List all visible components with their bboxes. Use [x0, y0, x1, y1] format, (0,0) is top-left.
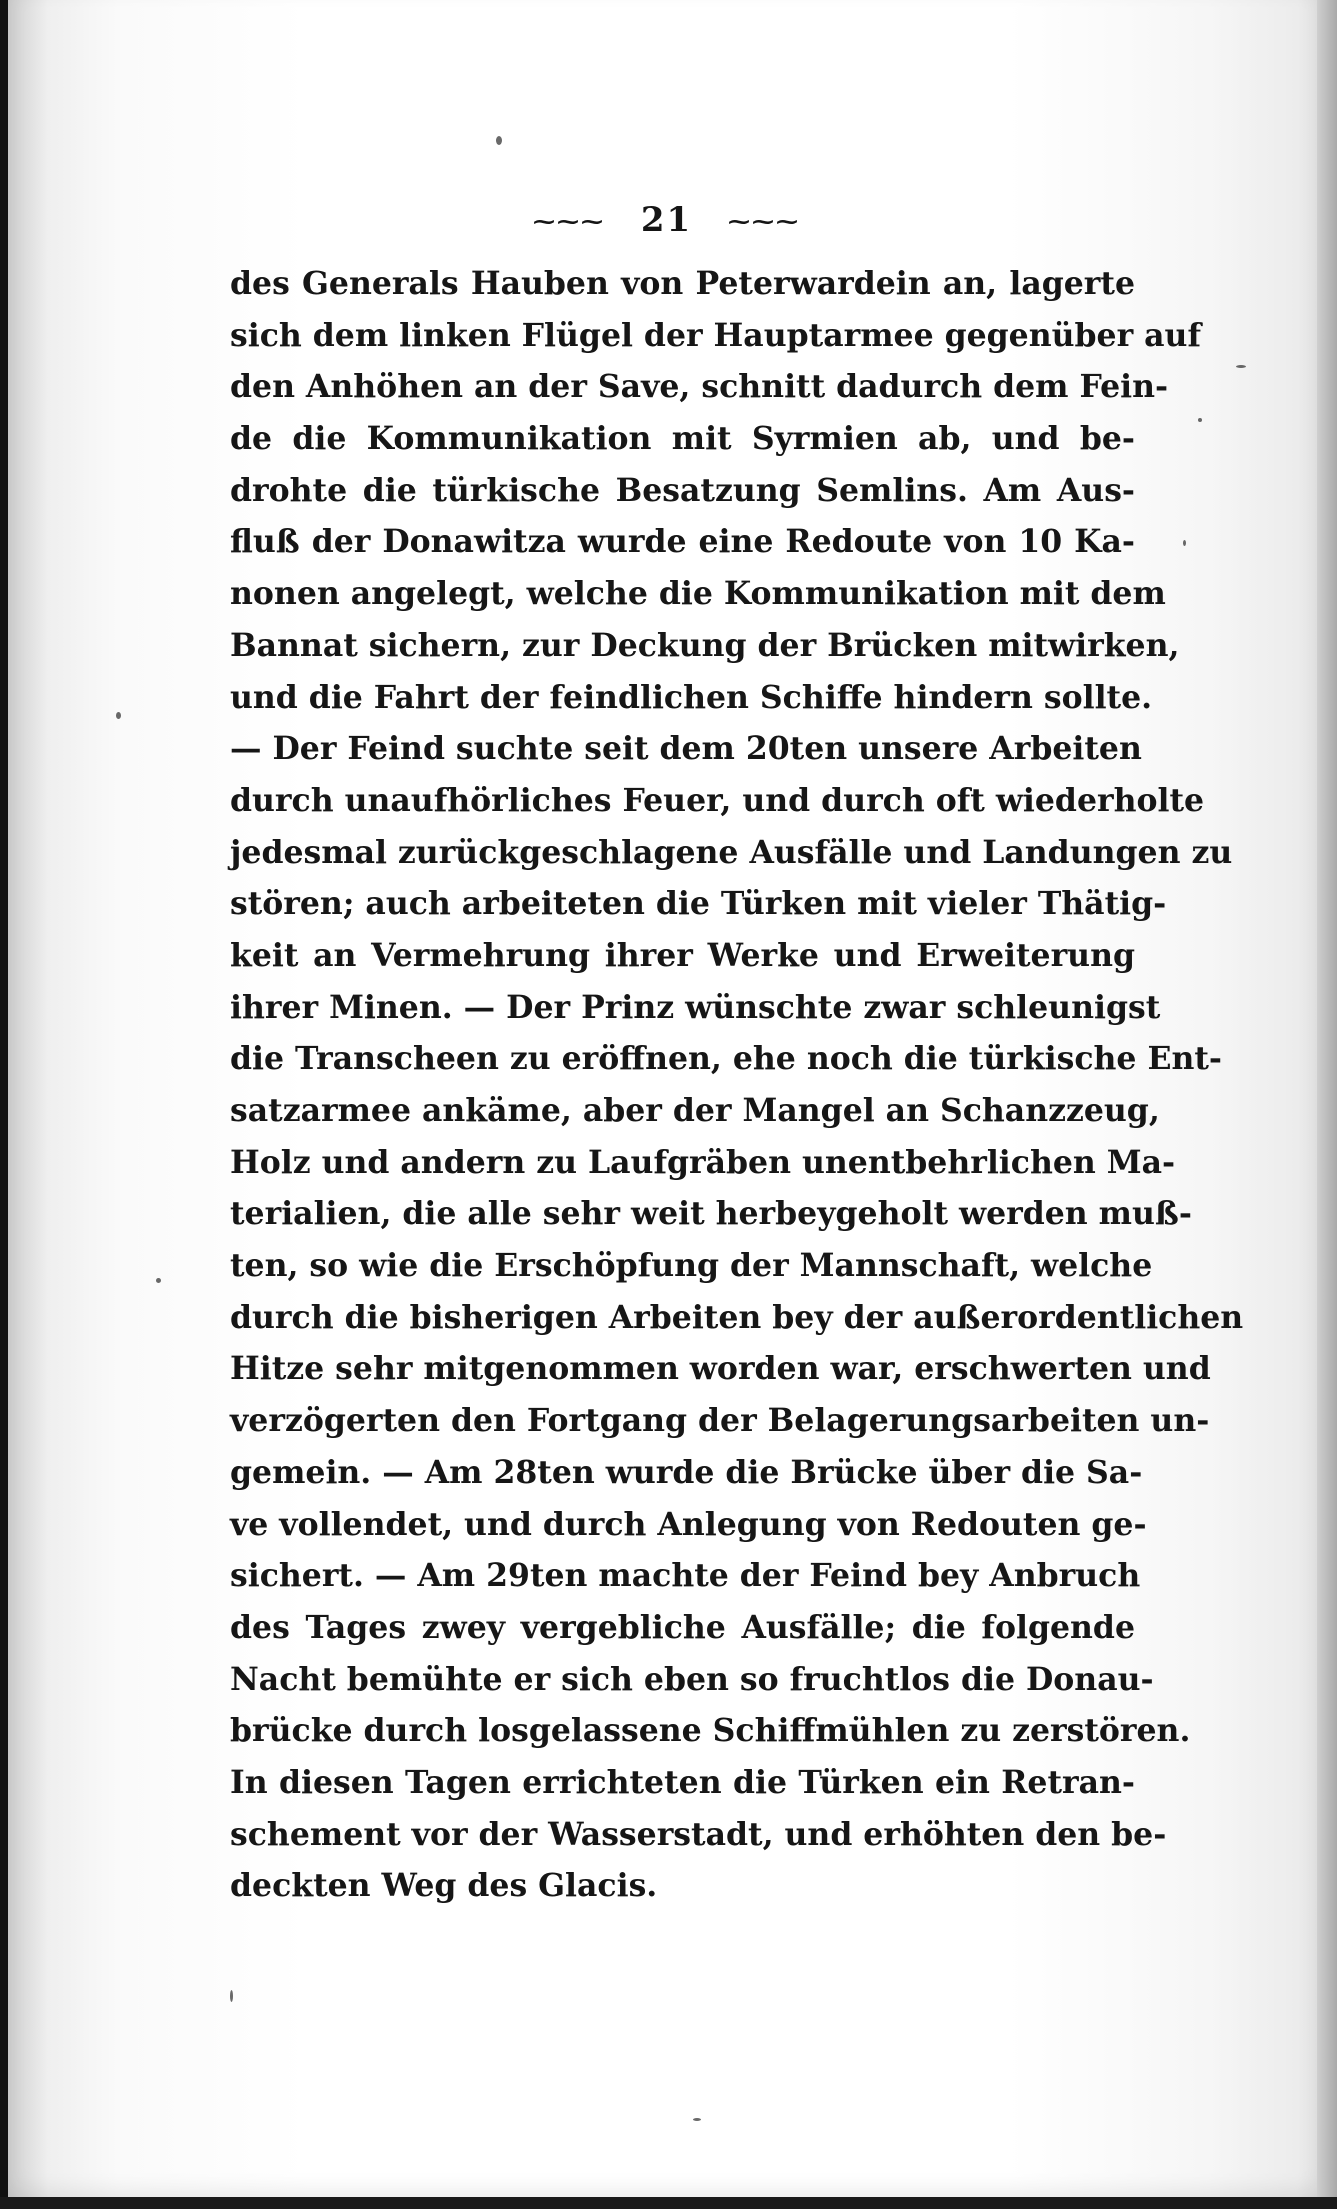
scan-speck	[693, 2118, 701, 2121]
scan-speck	[1183, 540, 1186, 546]
text-line: ve vollendet, und durch Anlegung von Redouten ge-	[230, 1505, 1147, 1543]
header-ornament-left: ⁓⁓⁓	[532, 209, 605, 235]
scan-speck	[116, 712, 121, 719]
scan-speck	[1236, 365, 1246, 368]
header-ornament-right: ⁓⁓⁓	[728, 209, 800, 235]
text-line: stören; auch arbeiteten die Türken mit vieler Thätig-	[230, 885, 1167, 923]
text-line: verzögerten den Fortgang der Belagerungsarbeiten un-	[230, 1402, 1210, 1440]
text-line: keit an Vermehrung ihrer Werke und Erweiterung	[230, 936, 1135, 974]
text-line: satzarmee ankäme, aber der Mangel an Schanzzeug,	[230, 1092, 1160, 1129]
text-line: und die Fahrt der feindlichen Schiffe hindern sollte.	[230, 678, 1153, 716]
scan-border	[0, 2197, 1337, 2209]
text-line: jedesmal zurückgeschlagene Ausfälle und Landungen zu	[230, 833, 1233, 871]
text-line: ihrer Minen. — Der Prinz wünschte zwar schleunigst	[230, 988, 1161, 1026]
text-line: Hitze sehr mitgenommen worden war, erschwerten und	[230, 1350, 1211, 1388]
body-text	[230, 258, 1244, 1912]
text-line: de die Kommunikation mit Syrmien ab, und be-	[230, 420, 1135, 458]
scan-speck	[156, 1278, 161, 1283]
page-edge	[1317, 0, 1337, 2209]
text-line: sich dem linken Flügel der Hauptarmee gegenüber auf	[230, 316, 1202, 354]
text-line: Nacht bemühte er sich eben so fruchtlos die Donau-	[230, 1660, 1154, 1698]
text-line: durch die bisherigen Arbeiten bey der außerordentlichen	[230, 1298, 1244, 1336]
text-line: drohte die türkische Besatzung Semlins. Am Aus-	[230, 471, 1135, 509]
text-line: — Der Feind suchte seit dem 20ten unsere Arbeiten	[230, 730, 1142, 768]
text-line: des Tages zwey vergebliche Ausfälle; die folgende	[230, 1608, 1135, 1646]
text-line: ten, so wie die Erschöpfung der Mannschaft, welche	[230, 1247, 1153, 1285]
text-line: In diesen Tagen errichteten die Türken ein Retran-	[230, 1763, 1135, 1801]
text-line: den Anhöhen an der Save, schnitt dadurch dem Fein-	[230, 368, 1169, 406]
scan-speck	[1198, 418, 1202, 422]
text-line: schement vor der Wasserstadt, und erhöhten den be-	[230, 1815, 1167, 1853]
text-line: deckten Weg des Glacis.	[230, 1867, 658, 1905]
text-line: Holz und andern zu Laufgräben unentbehrlichen Ma-	[230, 1143, 1176, 1181]
text-line: des Generals Hauben von Peterwardein an, lagerte	[230, 265, 1135, 302]
scan-speck	[496, 136, 502, 145]
text-line: brücke durch losgelassene Schiffmühlen zu zerstören.	[230, 1712, 1191, 1750]
page-number: 21	[640, 200, 693, 240]
text-line: Bannat sichern, zur Deckung der Brücken mitwirken,	[230, 626, 1180, 664]
text-line: terialien, die alle sehr weit herbeygeholt werden muß-	[230, 1195, 1192, 1233]
text-line: sichert. — Am 29ten machte der Feind bey Anbruch	[230, 1557, 1141, 1595]
text-line: fluß der Donawitza wurde eine Redoute von 10 Ka-	[230, 523, 1135, 561]
page-header	[8, 200, 1325, 240]
scan-speck	[230, 1990, 233, 2002]
text-line: die Transcheen zu eröffnen, ehe noch die türkische Ent-	[230, 1040, 1222, 1078]
text-line: gemein. — Am 28ten wurde die Brücke über die Sa-	[230, 1453, 1143, 1491]
text-line: durch unaufhörliches Feuer, und durch oft wiederholte	[230, 781, 1205, 819]
text-line: nonen angelegt, welche die Kommunikation mit dem	[230, 575, 1166, 613]
